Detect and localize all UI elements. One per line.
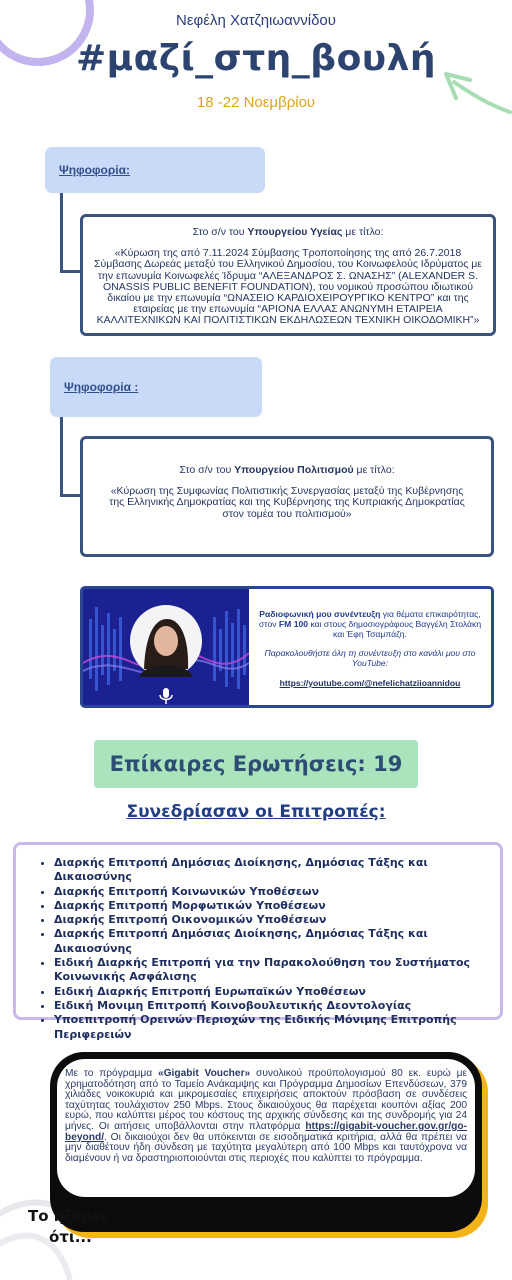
interview-text: Ραδιοφωνική μου συνέντευξη για θέματα επικαιρότητας, στον FM 100 και στους δημοσιογράφους Βαγγέλη Στολάκη και Έφη Τσαμπάζη. [258, 609, 482, 639]
committees-list [54, 856, 490, 1042]
youtube-invite-text: Παρακολουθήστε όλη τη συνέντευξη στο κανάλι μου στο YouTube: [264, 648, 476, 668]
ministry-name: Υπουργείου Πολιτισμού [234, 464, 354, 476]
vote-label-1 [45, 147, 265, 193]
date-range: 18 -22 Νοεμβρίου [196, 94, 316, 111]
did-you-know-caption-line2: ότι... [49, 1228, 92, 1246]
connector-line-2 [60, 417, 82, 497]
list-item: • Διαρκής Επιτροπή Δημόσιας Διοίκησης, Δημόσιας Τάξης και Δικαιοσύνης [54, 927, 490, 956]
list-item: • Ειδική Διαρκής Επιτροπή Ευρωπαϊκών Υποθέσεων [54, 985, 490, 999]
vote-label-text: Ψηφοφορία : [64, 380, 139, 394]
author-name: Νεφέλη Χατζηιωαννίδου [176, 12, 336, 29]
list-item: • Διαρκής Επιτροπή Μορφωτικών Υποθέσεων [54, 899, 490, 913]
program-name: «Gigabit Voucher» [157, 1068, 251, 1079]
bill-box-health [80, 214, 496, 336]
connector-line-1 [60, 193, 82, 273]
bill-box-culture [80, 436, 494, 557]
interview-image [83, 589, 249, 705]
interview-description [249, 589, 491, 705]
list-item: • Υποεπιτροπή Ορεινών Περιοχών της Ειδικής Μόνιμης Επιτροπής Περιφερειών [54, 1013, 490, 1042]
microphone-icon [157, 687, 175, 705]
voucher-link[interactable]: https://gigabit-voucher.gov.gr/go-beyond/ [65, 1120, 467, 1143]
list-item: • Διαρκής Επιτροπή Δημόσιας Διοίκησης, Δημόσιας Τάξης και Δικαιοσύνης [54, 856, 490, 885]
list-item: • Ειδική Μονιμη Επιτροπή Κοινοβουλευτικής Δεοντολογίας [54, 999, 490, 1013]
list-item: • Διαρκής Επιτροπή Οικονομικών Υποθέσεων [54, 913, 490, 927]
vote-label-text: Ψηφοφορία: [59, 163, 130, 177]
did-you-know-caption-line1: Το ήξερες [28, 1207, 110, 1225]
committees-box [13, 842, 503, 1041]
bill-title: «Κύρωση της από 7.11.2024 Σύμβασης Τροποποίησης της από 26.7.2018 Σύμβασης Δωρεάς μεταξύ του Ελληνικού Δημοσίου, του Κοινωφελούς Ιδρύματος με την επωνυμία Κοινωφελές Ίδρυμα “ΑΛΕΞΑΝΔΡΟΣ Σ. ΩΝΑΣΗΣ” (ALEXANDER S. ONASSIS PUBLIC BENEFIT FOUNDATION), του νομικού προσώπου ιδιωτικού δικαίου με την επωνυμία “ΩΝΑΣΕΙΟ ΚΑΡΔΙΟΧΕΙΡΟΥΡΓΙΚΟ ΚΕΝΤΡΟ” και της εταιρείας με την επωνυμία “ΑΡΙΟΝΑ ΕΛΛΑΣ ΑΝΩΝΥΜΗ ΕΤΑΙΡΕΙΑ ΚΑΛΛΙΤΕΧΝΙΚΩΝ ΚΑΙ ΠΟΛΙΤΙΣΤΙΚΩΝ ΕΚΔΗΛΩΣΕΩΝ ΤΕΧΝΙΚΗ ΟΙΚΟΔΟΜΙΚΗ”» [94, 247, 482, 327]
page-title: #μαζί_στη_βουλή [75, 38, 437, 79]
youtube-link[interactable]: https://youtube.com/@nefelichatziioannidou [279, 678, 461, 688]
questions-badge: Επίκαιρες Ερωτήσεις: 19 [94, 740, 418, 788]
bill-intro: Στο σ/ν του Υπουργείου Υγείας με τίτλο: [192, 226, 384, 238]
vote-label-2 [50, 357, 262, 417]
did-you-know-text: Με το πρόγραμμα «Gigabit Voucher» συνολικού προϋπολογισμού 80 εκ. ευρώ με χρηματοδότηση από το Ταμείο Ανάκαμψης και Πρόγραμμα Δημοσίων Επενδύσεων, 379 χιλιάδες νοικοκυριά και μικρομεσαίες επιχειρήσεις αποκτούν πρόσβαση σε συνδέσεις ταχύτητας τουλάχιστον 250 Mbps. Στους δικαιούχους θα παρέχεται κουπόνι αξίας 200 ευρώ, που καλύπτει μέρος του κόστους της αρχικής σύνδεσης και της συνδρομής για 24 μήνες. Οι αιτήσεις υποβάλλονται στην πλατφόρμα https://gigabit-voucher.gov.gr/go-beyond/. Οι δικαιούχοι δεν θα υπόκεινται σε εισοδηματικά κριτήρια, αλλά θα πρέπει να μην διαθέτουν ήδη σύνδεση με ταχύτητα μεγαλύτερη από 100 Mbps και ταυτόχρονα να διαμένουν ή να δραστηριοποιούνται στις περιοχές που καλύπτει το πρόγραμμα. [57, 1059, 475, 1197]
bill-intro: Στο σ/ν του Υπουργείου Πολιτισμού με τίτλο: [179, 464, 395, 476]
committees-title: Συνεδρίασαν οι Επιτροπές: [126, 802, 386, 822]
list-item: • Διαρκής Επιτροπή Κοινωνικών Υποθέσεων [54, 885, 490, 899]
radio-interview-card [80, 586, 494, 708]
bill-title: «Κύρωση της Συμφωνίας Πολιτιστικής Συνεργασίας μεταξύ της Κυβέρνησης της Ελληνικής Δημοκρατίας και της Κυβέρνησης της Κυπριακής Δημοκρατίας στον τομέα του πολιτισμού» [109, 485, 465, 520]
ministry-name: Υπουργείου Υγείας [247, 226, 343, 238]
list-item: • Ειδική Διαρκής Επιτροπή για την Παρακολούθηση του Συστήματος Κοινωνικής Ασφάλισης [54, 956, 490, 985]
